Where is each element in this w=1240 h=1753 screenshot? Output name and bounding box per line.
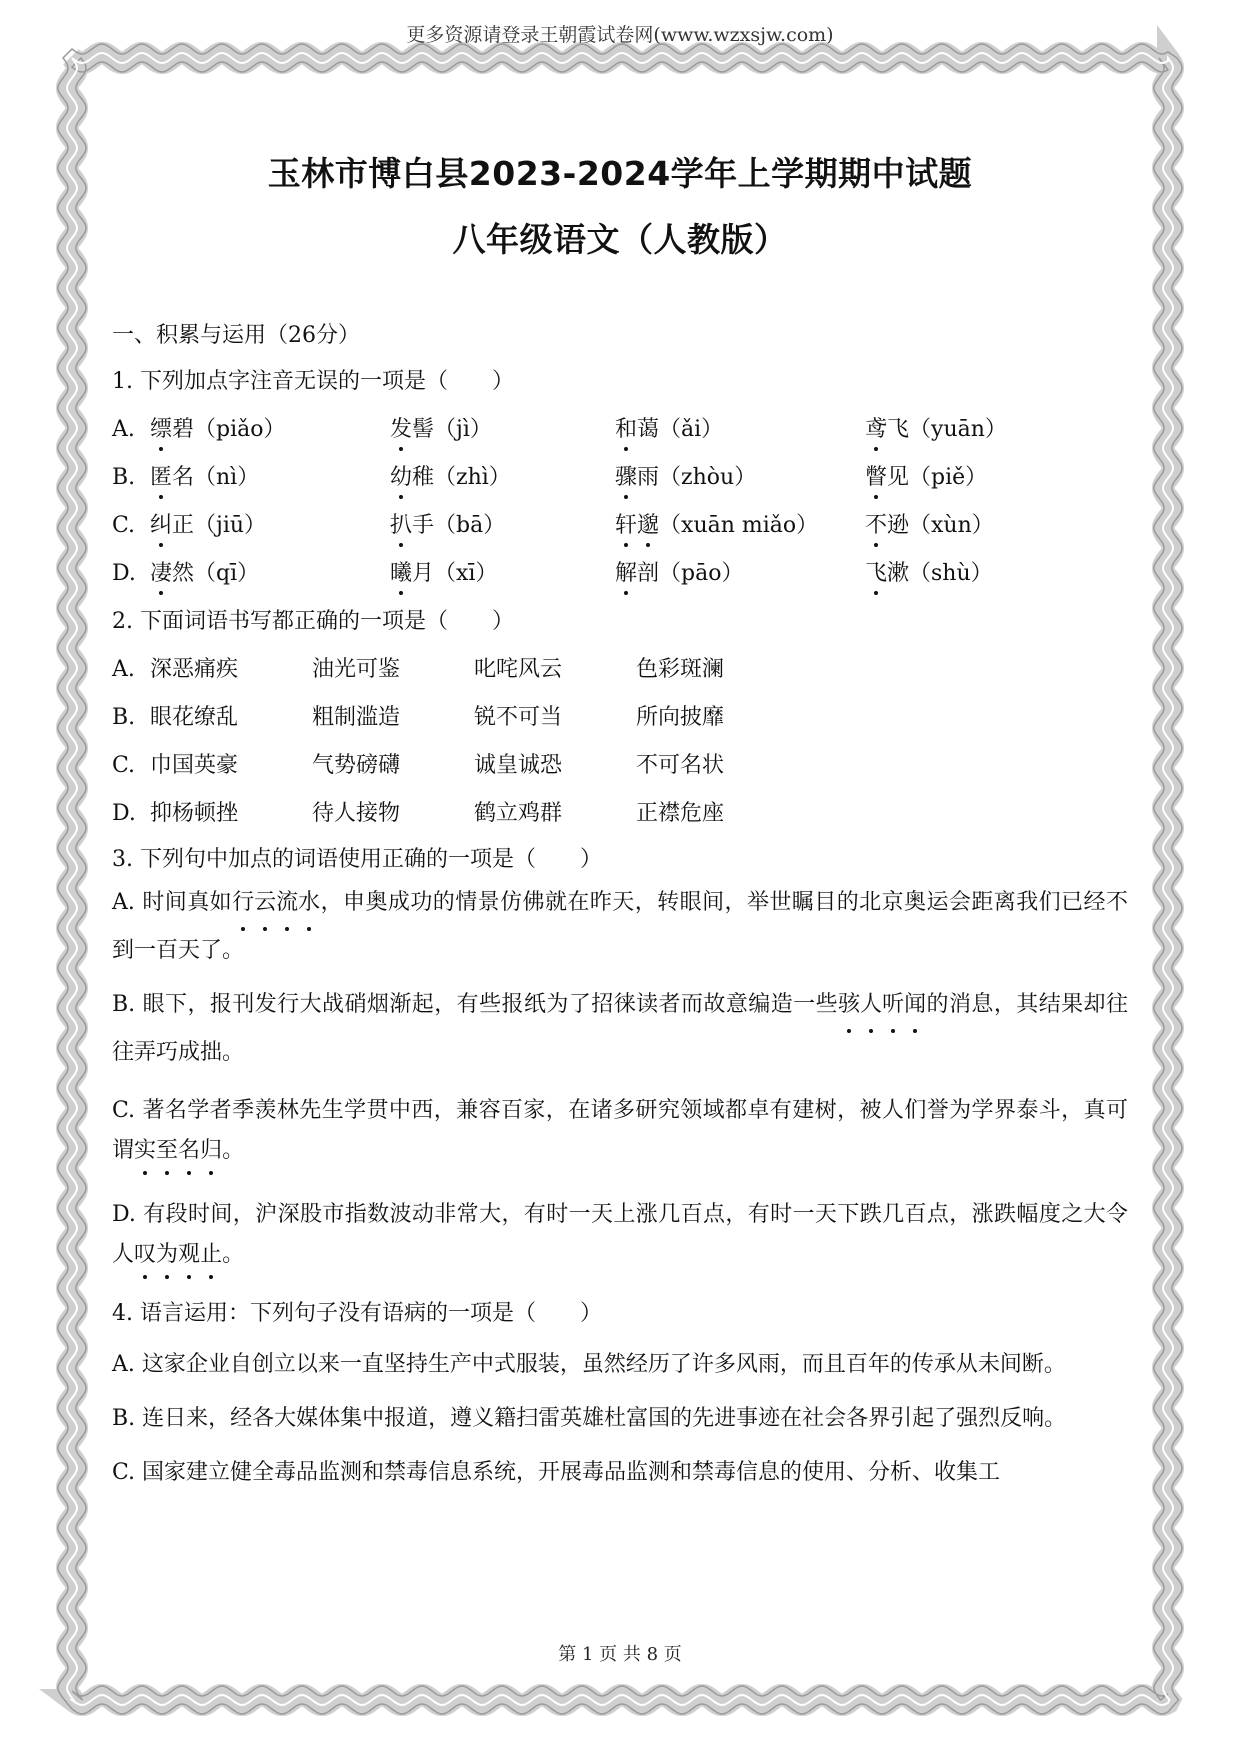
question-2-row	[112, 701, 1128, 735]
pinyin-item	[150, 413, 390, 447]
word-item: 所向披靡	[636, 705, 725, 730]
dotted-char: 和	[615, 417, 637, 442]
question-3-option-b: B. 眼下，报刊发行大战硝烟渐起，有些报纸为了招徕读者而故意编造一些骇人听闻的消息，其结果却往往弄巧成拙。	[112, 981, 1128, 1077]
pinyin-item	[390, 557, 615, 591]
word-item: 叱咤风云	[474, 657, 563, 682]
option-label: B.	[112, 705, 136, 730]
pinyin-rest: 然（qī）	[172, 561, 260, 586]
page-content	[112, 150, 1128, 1493]
pinyin-rest: 手（bā）	[412, 513, 506, 538]
question-4-option-b: B. 连日来，经各大媒体集中报道，遵义籍扫雷英雄杜富国的先进事迹在社会各界引起了强烈反响。	[112, 1406, 1067, 1431]
question-3-option-a: A. 时间真如行云流水，申奥成功的情景仿佛就在昨天，转眼间，举世瞩目的北京奥运会距离我们已经不到一百天了。	[112, 879, 1128, 975]
pinyin-rest: 稚（zhì）	[412, 465, 511, 490]
word-item: 抑杨顿挫	[150, 801, 239, 826]
option-label: B.	[112, 465, 136, 490]
question-2-row	[112, 653, 1128, 687]
pinyin-item	[150, 509, 390, 543]
pinyin-item	[865, 461, 987, 495]
dotted-char: 扒	[390, 513, 412, 538]
pinyin-rest: 剖（pāo）	[637, 561, 744, 586]
watermark-text: 更多资源请登录王朝霞试卷网(www.wzxsjw.com)	[406, 24, 834, 46]
pinyin-rest: 名（nì）	[172, 465, 260, 490]
question-1-row	[112, 461, 1128, 495]
option-label: D.	[112, 801, 136, 826]
dotted-char: 曦	[390, 561, 412, 586]
question-3-option-d: D. 有段时间，沪深股市指数波动非常大，有时一天上涨几百点，有时一天下跌几百点，涨跌幅度之大令人叹为观止。	[112, 1195, 1128, 1275]
question-4-option-a: A. 这家企业自创立以来一直坚持生产中式服装，虽然经历了许多风雨，而且百年的传承从未间断。	[112, 1352, 1066, 1377]
pinyin-rest: 月（xī）	[412, 561, 498, 586]
pinyin-rest: （xuān miǎo）	[659, 513, 819, 538]
option-label: C.	[112, 753, 136, 778]
option-label: D.	[112, 561, 136, 586]
question-3-stem: 3. 下列句中加点的词语使用正确的一项是（ ）	[112, 847, 602, 872]
dotted-char: 纠	[150, 513, 172, 538]
section-heading: 一、积累与运用（26分）	[112, 323, 360, 348]
pinyin-item	[150, 557, 390, 591]
dotted-word: 骇人听闻	[838, 992, 926, 1017]
question-2-row	[112, 797, 1128, 831]
dotted-char: 鸢	[865, 417, 887, 442]
exam-subtitle: 八年级语文（人教版）	[452, 220, 788, 259]
word-item: 锐不可当	[474, 705, 563, 730]
pinyin-item	[615, 461, 865, 495]
word-item: 不可名状	[636, 753, 725, 778]
dotted-char: 瞥	[865, 465, 887, 490]
pinyin-rest: 漱（shù）	[887, 561, 993, 586]
question-1-row	[112, 509, 1128, 543]
word-item: 粗制滥造	[312, 705, 401, 730]
pinyin-item	[390, 461, 615, 495]
page-number: 第 1 页 共 8 页	[558, 1644, 682, 1665]
pinyin-rest: 髻（jì）	[412, 417, 492, 442]
dotted-char: 轩邈	[615, 513, 659, 538]
dotted-char: 发	[390, 417, 412, 442]
option-label: C.	[112, 513, 136, 538]
word-item: 深恶痛疾	[150, 657, 239, 682]
word-item: 鹤立鸡群	[474, 801, 563, 826]
dotted-char: 匿	[150, 465, 172, 490]
question-2-row	[112, 749, 1128, 783]
pinyin-rest: 蔼（ǎi）	[637, 417, 724, 442]
dotted-char: 幼	[390, 465, 412, 490]
pinyin-rest: 逊（xùn）	[887, 513, 994, 538]
pinyin-item	[390, 509, 615, 543]
dotted-char: 飞	[865, 561, 887, 586]
dotted-char: 缥	[150, 417, 172, 442]
word-item: 气势磅礴	[312, 753, 401, 778]
dotted-char: 凄	[150, 561, 172, 586]
dotted-word: 行云流水	[232, 890, 320, 915]
word-item: 诚皇诚恐	[474, 753, 563, 778]
pinyin-rest: 见（piě）	[887, 465, 988, 490]
dotted-char: 解	[615, 561, 637, 586]
question-4-option-c: C. 国家建立健全毒品监测和禁毒信息系统，开展毒品监测和禁毒信息的使用、分析、收集工	[112, 1460, 1001, 1485]
word-item: 色彩斑澜	[636, 657, 725, 682]
option-label: A.	[112, 657, 135, 682]
pinyin-item	[150, 461, 390, 495]
question-1-row	[112, 557, 1128, 591]
pinyin-item	[615, 509, 865, 543]
question-1-options	[112, 413, 1128, 591]
word-item: 正襟危座	[636, 801, 725, 826]
option-label: A.	[112, 417, 135, 442]
pinyin-item	[865, 557, 993, 591]
pinyin-rest: 雨（zhòu）	[637, 465, 757, 490]
word-item: 待人接物	[312, 801, 401, 826]
pinyin-rest: 飞（yuān）	[887, 417, 1007, 442]
dotted-word: 叹为观止	[134, 1242, 222, 1267]
word-item: 眼花缭乱	[150, 705, 239, 730]
question-1-row	[112, 413, 1128, 447]
question-1-stem: 1. 下列加点字注音无误的一项是（ ）	[112, 369, 514, 394]
pinyin-item	[615, 557, 865, 591]
exam-title: 玉林市博白县2023-2024学年上学期期中试题	[267, 154, 973, 193]
pinyin-rest: 正（jiū）	[172, 513, 267, 538]
pinyin-rest: 碧（piǎo）	[172, 417, 286, 442]
dotted-word: 实至名归	[134, 1138, 222, 1163]
pinyin-item	[390, 413, 615, 447]
word-item: 油光可鉴	[312, 657, 401, 682]
pinyin-item	[865, 413, 1007, 447]
question-3-option-c: C. 著名学者季羡林先生学贯中西，兼容百家，在诸多研究领域都卓有建树，被人们誉为学界泰斗，真可谓实至名归。	[112, 1091, 1128, 1171]
question-2-stem: 2. 下面词语书写都正确的一项是（ ）	[112, 609, 514, 634]
question-4-stem: 4. 语言运用：下列句子没有语病的一项是（ ）	[112, 1301, 602, 1326]
dotted-char: 不	[865, 513, 887, 538]
dotted-char: 骤	[615, 465, 637, 490]
question-2-options	[112, 653, 1128, 831]
pinyin-item	[865, 509, 994, 543]
pinyin-item	[615, 413, 865, 447]
word-item: 巾国英豪	[150, 753, 239, 778]
